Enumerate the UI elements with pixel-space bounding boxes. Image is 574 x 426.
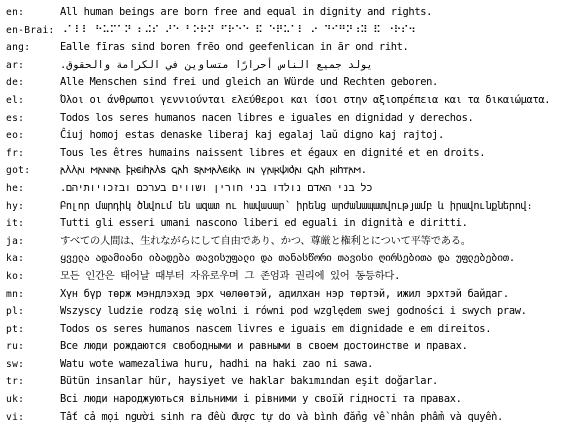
text-line (6, 321, 574, 339)
sample-sentence: Хүн бүр төрж мэндлэхэд эрх чөлөөтэй, адилхан нэр төртэй, ижил эрхтэй байдаг. (60, 287, 509, 300)
text-line (6, 286, 574, 304)
text-line (6, 268, 574, 286)
language-code: en-Brai: (6, 24, 55, 36)
sample-sentence: כל בני האדם נולדו בני חורין ושווים בערכם ובזכויותיהם. (60, 181, 373, 194)
text-line (6, 250, 574, 268)
language-code: got: (6, 165, 31, 177)
text-line (6, 233, 574, 251)
language-code: pl: (6, 306, 25, 318)
text-line (6, 22, 574, 40)
language-code: it: (6, 218, 25, 230)
sample-sentence: Все люди рождаются свободными и равными в своем достоинстве и правах. (60, 340, 468, 353)
sample-sentence: Բոլոր մարդիկ ծնվում են ազատ ու հավասար՝ իրենց արժանապատվությամբ և իրավունքներով։ (60, 199, 533, 212)
sample-sentence: 𐌰𐌻𐌻𐌰𐌹 𐌼𐌰𐌽𐌽𐌰 𐍆𐍂𐌴𐌹𐌷𐌰𐌻𐍃 𐌾𐌰𐌷 𐍃𐌰𐌼𐌰𐌻𐌴𐌹𐌺𐌰 𐌹𐌽 𐍅𐌰𐌹𐍂𐌸𐌹𐌳𐌰𐌹 𐌾𐌰𐌷 𐍂𐌹𐌷𐍄𐌰𐌼. (60, 164, 367, 177)
text-line (6, 110, 574, 128)
language-code: es: (6, 112, 25, 124)
sample-sentence: Alle Menschen sind frei und gleich an Würde und Rechten geboren. (60, 76, 438, 89)
text-line (6, 338, 574, 356)
sample-sentence: Todos os seres humanos nascem livres e iguais em dignidade e em direitos. (60, 322, 492, 335)
language-code: ang: (6, 42, 31, 54)
language-code: ja: (6, 235, 25, 247)
sample-sentence: Watu wote wamezaliwa huru, hadhi na haki zao ni sawa. (60, 357, 374, 370)
text-line (6, 39, 574, 57)
sample-sentence: Всі люди народжуються вільними і рівними у своїй гідності та правах. (60, 393, 462, 406)
sample-sentence: Todos los seres humanos nacen libres e iguales en dignidad y derechos. (60, 111, 474, 124)
sample-sentence: Tutti gli esseri umani nascono liberi ed eguali in dignità e diritti. (60, 217, 468, 230)
language-code: fr: (6, 147, 25, 159)
text-line (6, 215, 574, 233)
language-code: de: (6, 77, 25, 89)
text-line (6, 198, 574, 216)
text-line (6, 92, 574, 110)
sample-sentence: Ealle fīras sind boren frēo ond geefenlican in ār ond riht. (60, 41, 409, 54)
text-line (6, 162, 574, 180)
text-line (6, 373, 574, 391)
sample-sentence: ⠠⠁⠇⠇ ⠓⠥⠍⠁⠝ ⠆⠬⠎ ⠜⠑ ⠃⠕⠗⠝ ⠋⠗⠑⠑ ⠯ ⠑⠟⠥⠁⠇ ⠔ ⠙⠊⠛⠝⠰⠽ ⠯ ⠐⠗⠎⠲ (60, 23, 416, 36)
text-line (6, 57, 574, 75)
language-code: ru: (6, 341, 25, 353)
language-code: mn: (6, 288, 25, 300)
sample-sentence: يولد جميع الناس أحرارًا متساوين في الكرامة والحقوق. (60, 58, 373, 71)
sample-sentence: Bütün insanlar hür, haysiyet ve haklar bakımından eşit doğarlar. (60, 375, 438, 388)
language-code: ka: (6, 253, 25, 265)
text-line (6, 409, 574, 426)
language-code: tr: (6, 376, 25, 388)
text-line (6, 391, 574, 409)
text-line (6, 180, 574, 198)
sample-sentence: Tất cả mọi người sinh ra đều được tự do và bình đẳng về nhân phẩm và quyền. (60, 410, 503, 423)
language-code: sw: (6, 358, 25, 370)
sample-sentence: 모든 인간은 태어날 때부터 자유로우며 그 존엄과 권리에 있어 동등하다. (60, 269, 400, 282)
sample-sentence: Tous les êtres humains naissent libres et égaux en dignité et en droits. (60, 146, 486, 159)
text-line (6, 74, 574, 92)
sample-sentence: すべての人間は、生れながらにして自由であり、かつ、尊厳と権利とについて平等である。 (60, 234, 471, 247)
language-code: pt: (6, 323, 25, 335)
sample-sentence: Wszyscy ludzie rodzą się wolni i równi pod względem swej godności i swych praw. (60, 305, 527, 318)
sample-sentence: Όλοι οι άνθρωποι γεννιούνται ελεύθεροι και ίσοι στην αξιοπρέπεια και τα δικαιώματα. (60, 93, 551, 106)
language-code: eo: (6, 130, 25, 142)
language-code: el: (6, 94, 25, 106)
language-code: ar: (6, 59, 25, 71)
language-code: hy: (6, 200, 25, 212)
text-line (6, 127, 574, 145)
text-line (6, 303, 574, 321)
language-code: uk: (6, 394, 25, 406)
sample-sentence: Ĉiuj homoj estas denaske liberaj kaj egalaj laŭ digno kaj rajtoj. (60, 129, 444, 142)
sample-sentence: All human beings are born free and equal in dignity and rights. (60, 6, 433, 18)
sample-sentence: ყველა ადამიანი იბადება თავისუფალი და თანასწორი თავისი ღირსებითა და უფლებებით. (60, 252, 515, 265)
language-code: vi: (6, 411, 25, 423)
language-code: en: (6, 7, 25, 18)
text-line (6, 145, 574, 163)
language-code: ko: (6, 270, 25, 282)
language-code: he: (6, 182, 25, 194)
text-line (6, 4, 574, 22)
text-line (6, 356, 574, 374)
